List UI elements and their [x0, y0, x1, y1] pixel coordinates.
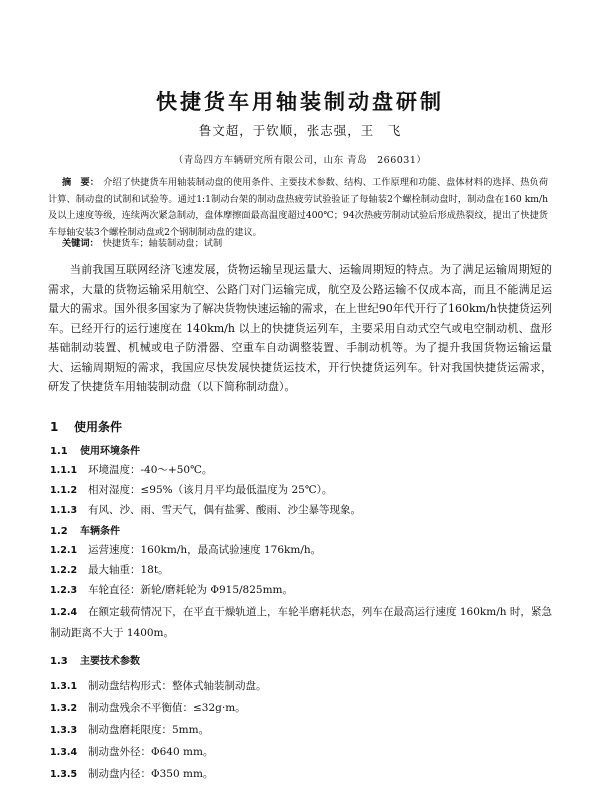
item-text: 制动盘内径：Φ350 mm。: [88, 768, 214, 780]
keywords-label: 关键词：: [62, 238, 99, 249]
item-number: 1.3.2: [50, 703, 78, 714]
item-number: 1.3.4: [50, 747, 78, 758]
paper-authors: 鲁文超，于钦顺，张志强，王 飞: [198, 123, 402, 138]
item-number: 1.3.3: [50, 725, 78, 736]
list-item: [50, 580, 552, 601]
item-number: 1.3.5: [50, 769, 78, 780]
section-heading: [50, 418, 122, 435]
subsection-title: 车辆条件: [80, 526, 120, 537]
item-number: 1.2.2: [50, 565, 78, 576]
item-text: 制动盘残余不平衡值：≤32g·m。: [88, 702, 246, 714]
keywords-text: 快捷货车；轴装制动盘；试制: [102, 238, 223, 249]
item-text: 最大轴重：18t。: [88, 564, 169, 576]
subsection-heading: [50, 652, 140, 667]
paper-affiliation: （青岛四方车辆研究所有限公司，山东 青岛 266031）: [173, 155, 427, 166]
subsection-number: 1.2: [50, 526, 68, 537]
item-text: 环境温度：-40～+50℃。: [88, 464, 213, 476]
abstract-text: 介绍了快捷货车用轴装制动盘的使用条件、主要技术参数、结构、工作原理和功能、盘体材料的选择、热负荷计算、制动盘的试制和试验等。通过1:1制动台架的制动盘热疲劳试验验证了每轴装2个螺栓制动盘时，制动盘在160 km/h及以上速度等级，连续两次紧急制动，盘体摩擦面最高温度超过400℃；94次热疲劳制动试验后形成热裂纹，提出了快捷货车每轴安装3个螺栓制动盘或2个钢制制动盘的建议。: [48, 177, 549, 238]
subsection-heading: [50, 442, 140, 457]
list-item: [50, 602, 552, 644]
abstract-block: [48, 175, 548, 241]
item-number: 1.3.1: [50, 681, 78, 692]
item-text: 在额定载荷情况下，在平直干燥轨道上，车轮半磨耗状态，列车在最高运行速度 160km/h 时，紧急制动距离不大于 1400m。: [50, 606, 552, 639]
item-text: 车轮直径：新轮/磨耗轮为 Φ915/825mm。: [88, 584, 294, 596]
item-text: 有风、沙、雨、雪天气，偶有盐雾、酸雨、沙尘暴等现象。: [88, 504, 361, 516]
list-item: [50, 764, 552, 785]
item-text: 制动盘外径：Φ640 mm。: [88, 746, 214, 758]
subsection-number: 1.1: [50, 446, 68, 457]
list-item: [50, 676, 552, 697]
item-number: 1.2.4: [50, 607, 78, 618]
abstract-label: 摘 要：: [62, 177, 100, 188]
section-number: 1: [50, 420, 59, 434]
list-item: [50, 742, 552, 763]
item-number: 1.1.2: [50, 485, 78, 496]
list-item: [50, 480, 552, 501]
item-text: 制动盘磨耗限度：5mm。: [88, 724, 210, 736]
list-item: [50, 460, 552, 481]
paper-title: 快捷货车用轴装制动盘研制: [156, 90, 444, 114]
item-number: 1.1.3: [50, 505, 78, 516]
item-text: 相对湿度：≤95%（该月月平均最低温度为 25℃）。: [88, 484, 333, 496]
item-text: 运营速度：160km/h，最高试验速度 176km/h。: [88, 544, 322, 556]
list-item: [50, 500, 552, 521]
item-number: 1.2.3: [50, 585, 78, 596]
subsection-title: 使用环境条件: [80, 446, 140, 457]
keywords-block: [62, 235, 542, 249]
list-item: [50, 560, 552, 581]
list-item: [50, 720, 552, 741]
item-number: 1.2.1: [50, 545, 78, 556]
section-title: 使用条件: [74, 420, 123, 434]
list-item: [50, 540, 552, 561]
subsection-number: 1.3: [50, 656, 68, 667]
list-item: [50, 698, 552, 719]
intro-paragraph: 当前我国互联网经济飞速发展，货物运输呈现运量大、运输周期短的特点。为了满足运输周期短的需求，大量的货物运输采用航空、公路门对门运输完成，航空及公路运输不仅成本高，而且不能满足运量大的需求。国外很多国家为了解决货物快速运输的需求，在上世纪90年代开行了160km/h快捷货运列车。已经开行的运行速度在 140km/h 以上的快捷货运列车，主要采用自动式空气或电空制动机、盘形基础制动装置、机械或电子防滑器、空重车自动调整装置、手制动机等。为了提升我国货物运输运量大、运输周期短的需求，我国应尽快发展快捷货运技术，开行快捷货运列车。针对我国快捷货运需求，研发了快捷货车用轴装制动盘（以下简称制动盘）。: [48, 263, 552, 393]
item-number: 1.1.1: [50, 465, 78, 476]
subsection-heading: [50, 522, 120, 537]
subsection-title: 主要技术参数: [80, 656, 140, 667]
item-text: 制动盘结构形式：整体式轴装制动盘。: [88, 680, 267, 692]
